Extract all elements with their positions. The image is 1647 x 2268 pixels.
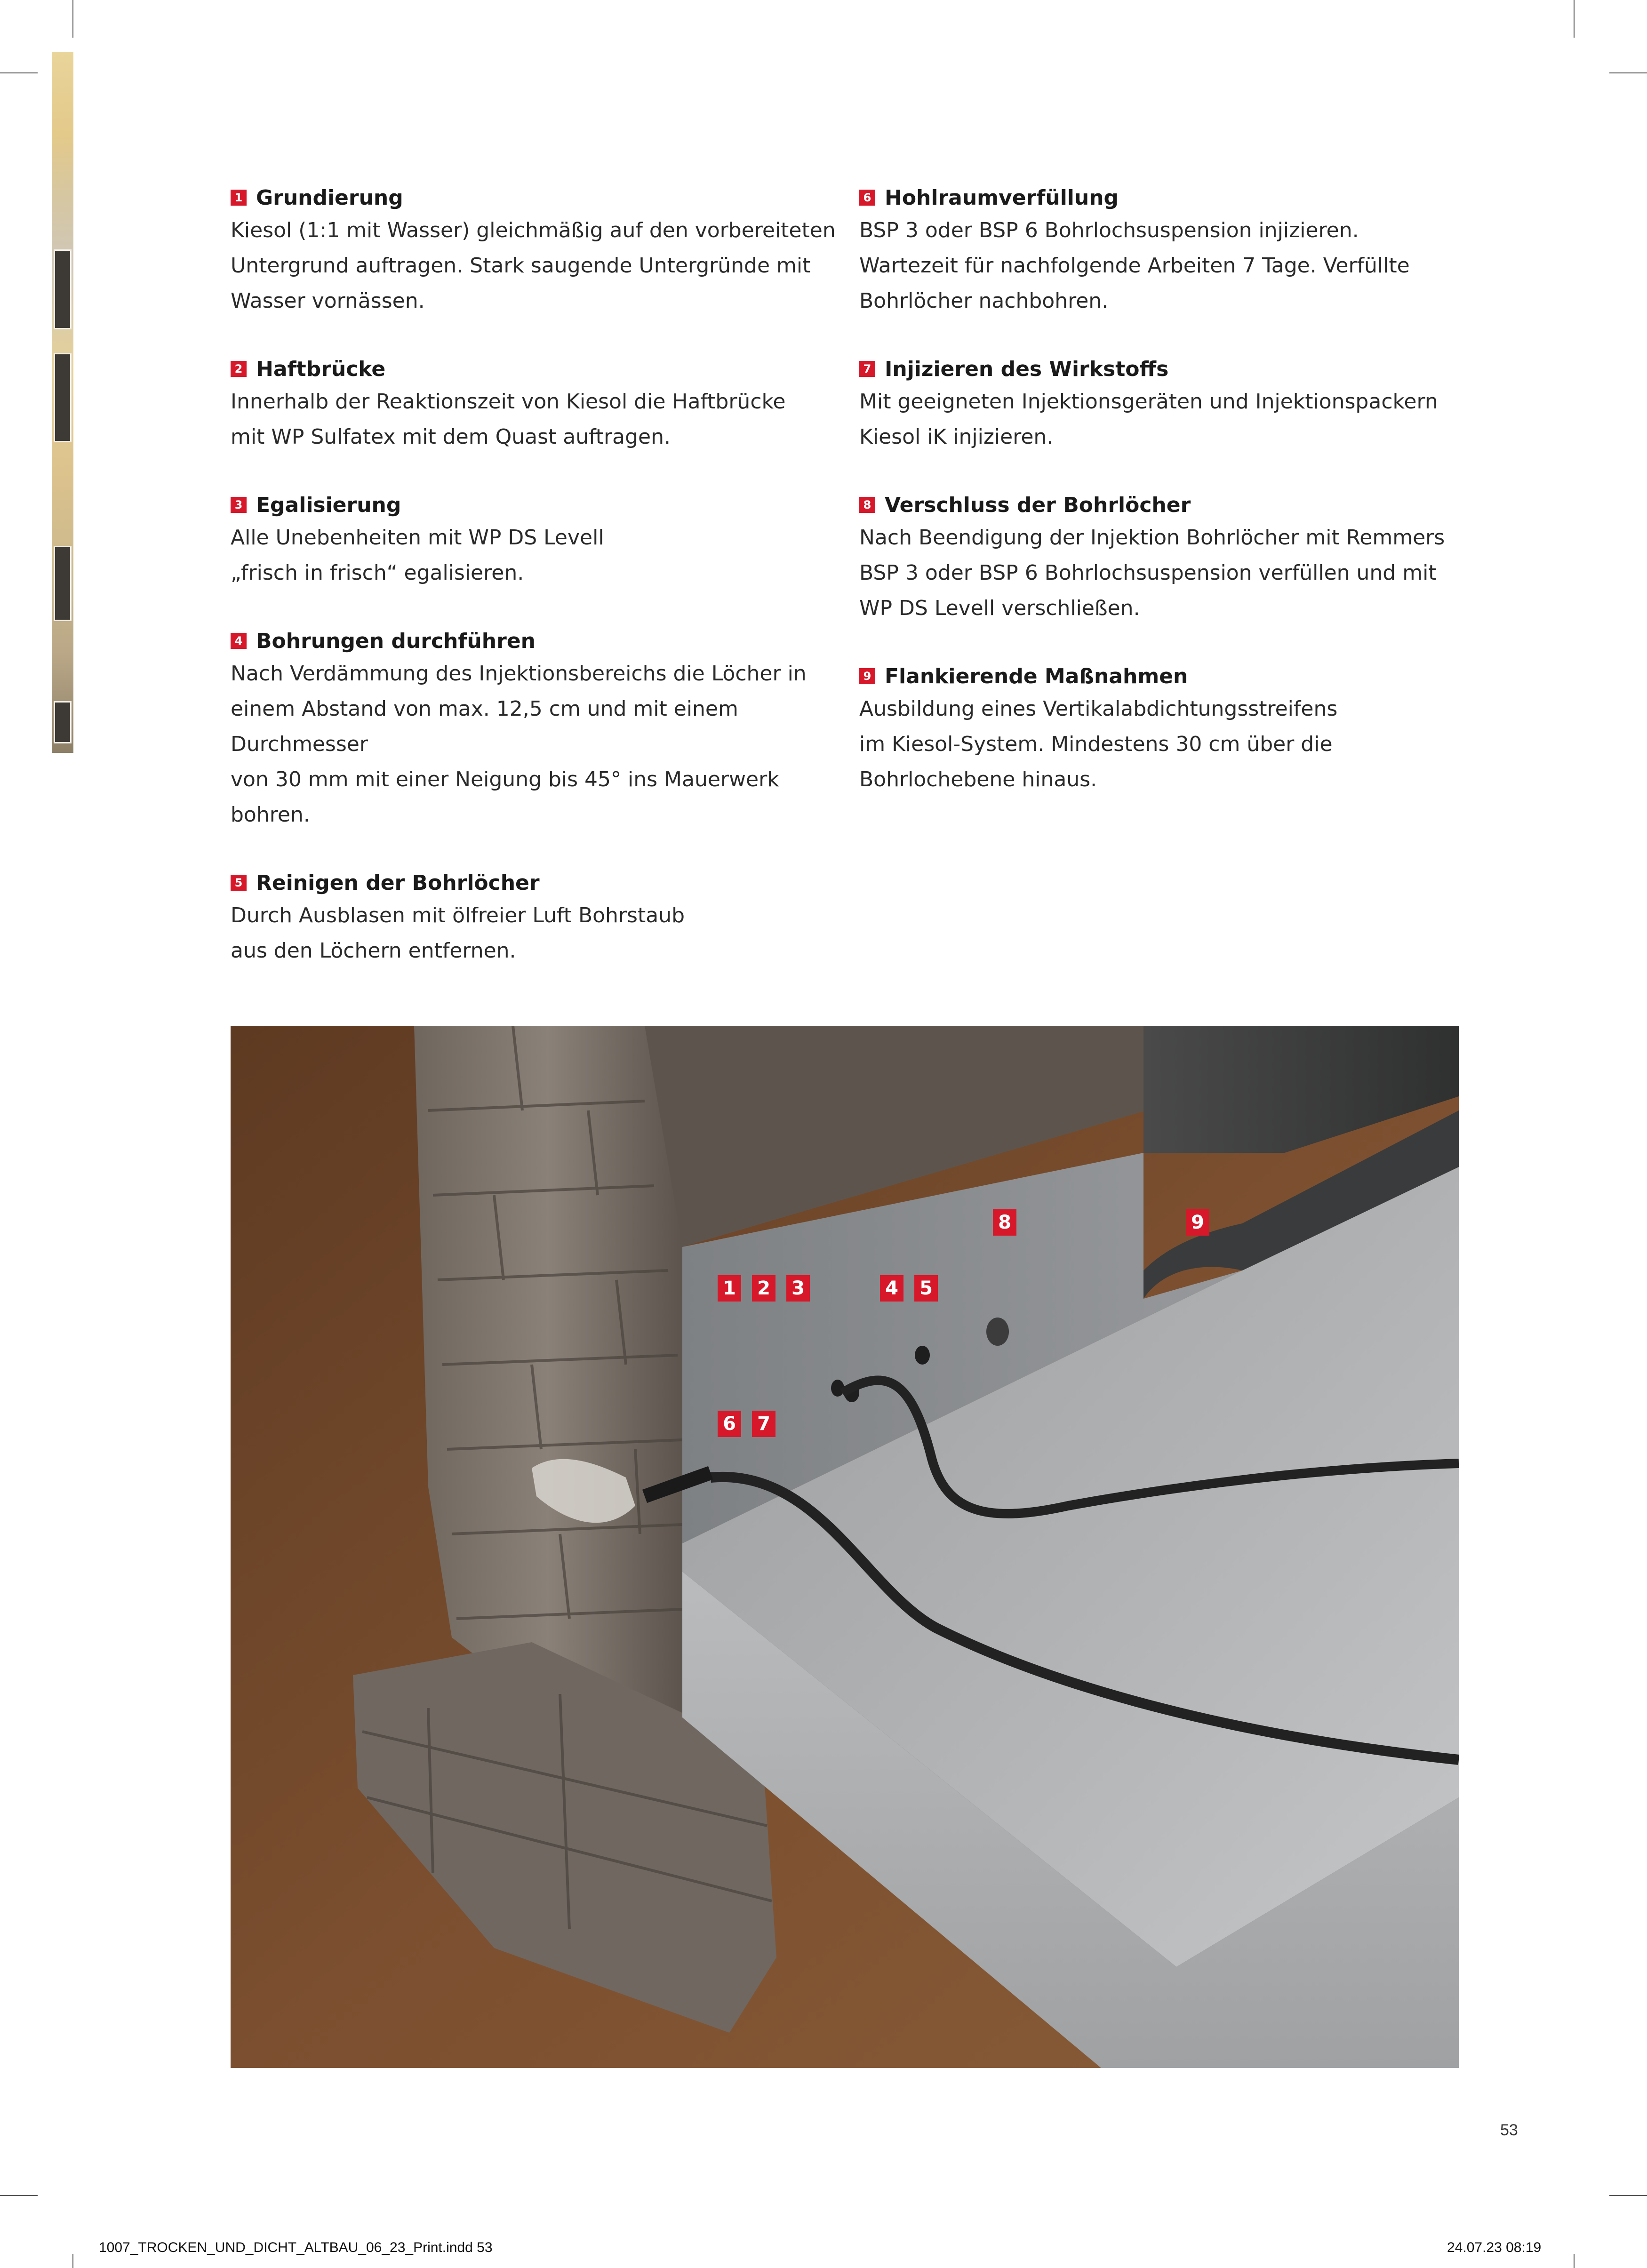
marker-5: 5	[914, 1275, 938, 1302]
step-description	[231, 656, 842, 832]
text-line: „frisch in frisch“ egalisieren.	[231, 561, 524, 585]
crop-mark	[72, 0, 73, 38]
step-7	[859, 354, 1471, 455]
marker-8: 8	[993, 1209, 1016, 1236]
crop-mark	[1574, 2254, 1575, 2268]
step-description	[231, 520, 842, 591]
crop-mark	[1609, 2195, 1647, 2196]
step-number-badge: 1	[231, 190, 247, 206]
text-line: Alle Unebenheiten mit WP DS Levell	[231, 526, 604, 550]
text-line: aus den Löchern entfernen.	[231, 939, 516, 963]
crop-mark	[0, 2195, 38, 2196]
step-3	[231, 490, 842, 591]
text-line: Nach Beendigung der Injektion Bohrlöcher mit Remmers	[859, 526, 1445, 550]
crop-mark	[0, 72, 38, 73]
step-number-badge: 8	[859, 497, 875, 513]
step-description	[859, 520, 1471, 626]
text-line: Kiesol iK injizieren.	[859, 425, 1054, 449]
marker-2: 2	[752, 1275, 776, 1302]
step-description	[859, 384, 1471, 455]
crop-mark	[72, 2254, 73, 2268]
step-title: Verschluss der Bohrlöcher	[885, 493, 1191, 517]
text-line: Kiesol (1:1 mit Wasser) gleichmäßig auf den vorbereiteten	[231, 218, 836, 242]
text-line: Nach Verdämmung des Injektionsbereichs die Löcher in	[231, 662, 807, 686]
step-description	[231, 898, 842, 968]
text-line: Bohrlöcher nachbohren.	[859, 289, 1109, 313]
step-description	[859, 691, 1471, 797]
basement-injection-illustration	[231, 1026, 1459, 2068]
marker-7: 7	[752, 1411, 776, 1437]
step-4	[231, 626, 842, 832]
step-9	[859, 661, 1471, 797]
marker-1: 1	[718, 1275, 741, 1302]
text-line: im Kiesol-System. Mindestens 30 cm über die	[859, 732, 1333, 756]
step-description	[859, 213, 1471, 319]
text-line: Durch Ausblasen mit ölfreier Luft Bohrstaub	[231, 903, 685, 927]
step-number-badge: 6	[859, 190, 875, 206]
stone-pillar	[414, 1026, 682, 1741]
step-title: Hohlraumverfüllung	[885, 185, 1119, 210]
text-line: WP DS Levell verschließen.	[859, 596, 1140, 620]
step-description	[231, 213, 842, 319]
marker-4: 4	[880, 1275, 903, 1302]
text-line: einem Abstand von max. 12,5 cm und mit einem Durchmesser	[231, 697, 738, 756]
step-title: Egalisierung	[256, 493, 401, 517]
step-5	[231, 868, 842, 968]
step-number-badge: 7	[859, 361, 875, 377]
step-1	[231, 183, 842, 319]
page-number: 53	[1500, 2121, 1518, 2139]
marker-9: 9	[1186, 1209, 1209, 1236]
illustration-graphic	[231, 1026, 1459, 2068]
step-number-badge: 3	[231, 497, 247, 513]
step-number-badge: 4	[231, 633, 247, 649]
step-title: Bohrungen durchführen	[256, 629, 536, 653]
window-detail	[54, 249, 72, 329]
step-title: Injizieren des Wirkstoffs	[885, 357, 1169, 381]
window-detail	[54, 701, 72, 743]
print-slug-filename: 1007_TROCKEN_UND_DICHT_ALTBAU_06_23_Print.indd 53	[99, 2240, 493, 2255]
drill-hole	[915, 1346, 930, 1365]
step-title: Flankierende Maßnahmen	[885, 664, 1188, 688]
text-line: Wartezeit für nachfolgende Arbeiten 7 Tage. Verfüllte	[859, 254, 1410, 278]
steps-right-column	[859, 183, 1471, 832]
marker-3: 3	[786, 1275, 810, 1302]
text-line: Mit geeigneten Injektionsgeräten und Injektionspackern	[859, 390, 1438, 414]
drill-hole	[986, 1318, 1009, 1346]
step-number-badge: 5	[231, 875, 247, 891]
text-line: Untergrund auftragen. Stark saugende Untergründe mit	[231, 254, 811, 278]
step-6	[859, 183, 1471, 319]
text-line: BSP 3 oder BSP 6 Bohrlochsuspension injizieren.	[859, 218, 1359, 242]
step-2	[231, 354, 842, 455]
step-title: Grundierung	[256, 185, 403, 210]
text-line: BSP 3 oder BSP 6 Bohrlochsuspension verfüllen und mit	[859, 561, 1437, 585]
print-slug-timestamp: 24.07.23 08:19	[1447, 2240, 1542, 2255]
text-line: von 30 mm mit einer Neigung bis 45° ins Mauerwerk bohren.	[231, 767, 779, 827]
text-line: Innerhalb der Reaktionszeit von Kiesol die Haftbrücke	[231, 390, 786, 414]
window-detail	[54, 353, 72, 442]
crop-mark	[1609, 72, 1647, 73]
step-8	[859, 490, 1471, 626]
marker-6: 6	[718, 1411, 741, 1437]
window-detail	[54, 546, 72, 621]
text-line: mit WP Sulfatex mit dem Quast auftragen.	[231, 425, 671, 449]
steps-left-column	[231, 183, 842, 1004]
text-line: Bohrlochebene hinaus.	[859, 767, 1097, 791]
step-number-badge: 2	[231, 361, 247, 377]
text-line: Ausbildung eines Vertikalabdichtungsstreifens	[859, 697, 1338, 721]
crop-mark	[1574, 0, 1575, 38]
step-number-badge: 9	[859, 668, 875, 684]
step-title: Haftbrücke	[256, 357, 386, 381]
step-title: Reinigen der Bohrlöcher	[256, 870, 540, 895]
side-photo-strip	[52, 52, 73, 753]
text-line: Wasser vornässen.	[231, 289, 425, 313]
step-description	[231, 384, 842, 455]
